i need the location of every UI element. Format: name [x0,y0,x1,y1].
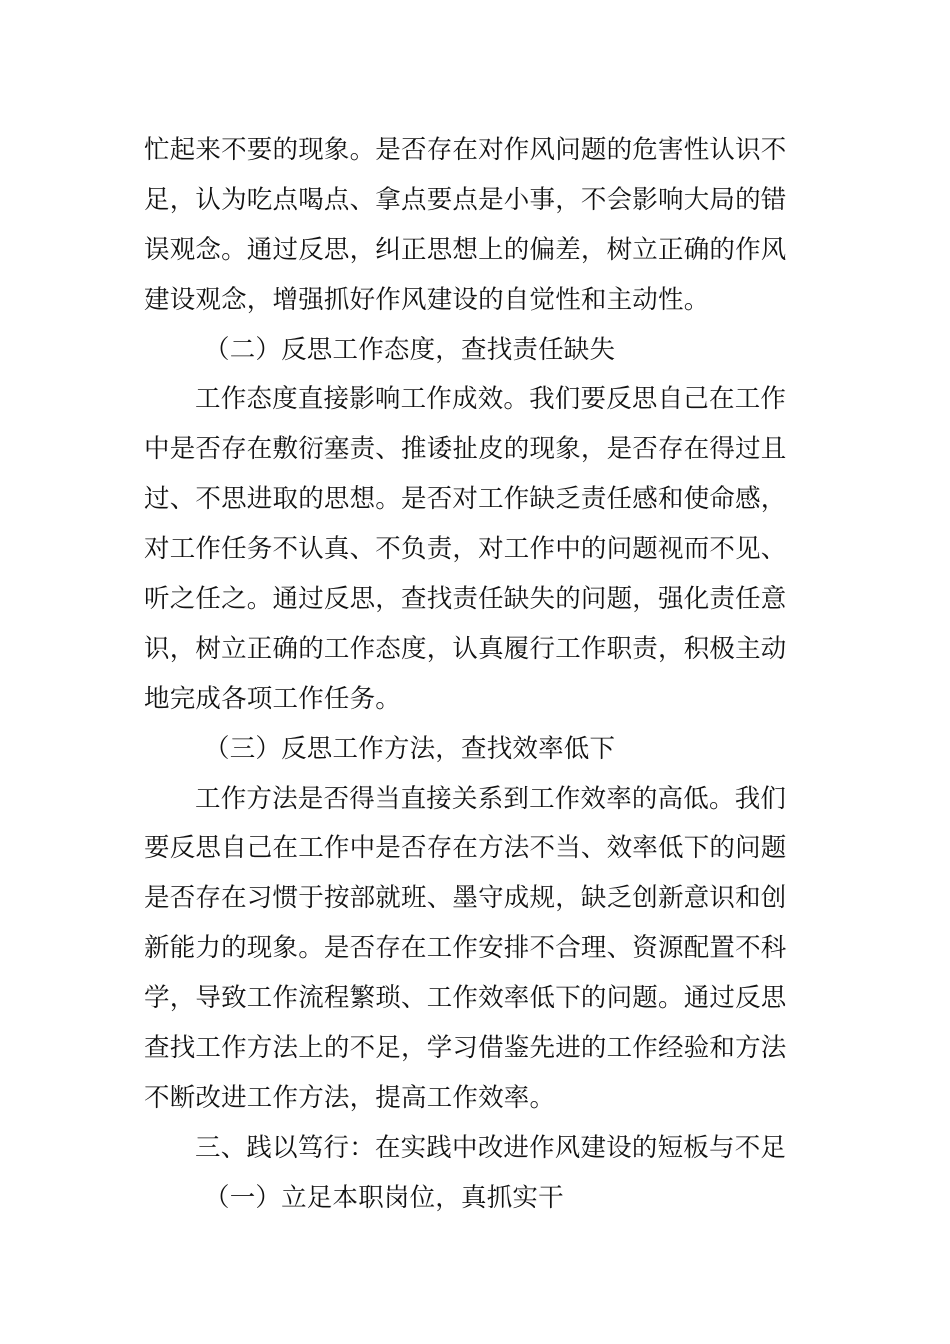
chapter-heading: 三、践以笃行：在实践中改进作风建设的短板与不足 [195,1132,787,1163]
text-line: 是否存在习惯于按部就班、墨守成规，缺乏创新意识和创 [144,883,787,914]
text-line: 忙起来不要的现象。是否存在对作风问题的危害性认识不 [144,135,787,165]
document-body [144,126,814,1224]
text-line: 过、不思进取的思想。是否对工作缺乏责任感和使命感， [144,484,787,515]
text-line: 中是否存在敷衍塞责、推诿扯皮的现象，是否存在得过且 [144,434,787,465]
text-line: 识，树立正确的工作态度，认真履行工作职责，积极主动 [144,633,787,664]
text-line: 学，导致工作流程繁琐、工作效率低下的问题。通过反思 [144,983,787,1014]
text-line: 误观念。通过反思，纠正思想上的偏差，树立正确的作风 [144,234,787,265]
section-heading: （一）立足本职岗位，真抓实干 [204,1182,564,1213]
text-line: 要反思自己在工作中是否存在方法不当、效率低下的问题 [144,833,787,864]
text-line: 新能力的现象。是否存在工作安排不合理、资源配置不科 [144,933,787,964]
section-heading: （三）反思工作方法，查找效率低下 [204,733,616,764]
text-line: 对工作任务不认真、不负责，对工作中的问题视而不见、 [144,534,787,565]
section-heading: （二）反思工作态度，查找责任缺失 [204,334,616,365]
paragraph-first-line: 工作方法是否得当直接关系到工作效率的高低。我们 [195,783,787,814]
text-line: 建设观念，增强抓好作风建设的自觉性和主动性。 [144,284,710,315]
text-line: 听之任之。通过反思，查找责任缺失的问题，强化责任意 [144,584,787,615]
text-line: 查找工作方法上的不足，学习借鉴先进的工作经验和方法 [144,1033,787,1064]
paragraph-first-line: 工作态度直接影响工作成效。我们要反思自己在工作 [195,384,787,415]
text-line: 地完成各项工作任务。 [144,683,402,714]
text-line: 不断改进工作方法，提高工作效率。 [144,1082,556,1113]
text-line: 足，认为吃点喝点、拿点要点是小事，不会影响大局的错 [144,184,787,215]
